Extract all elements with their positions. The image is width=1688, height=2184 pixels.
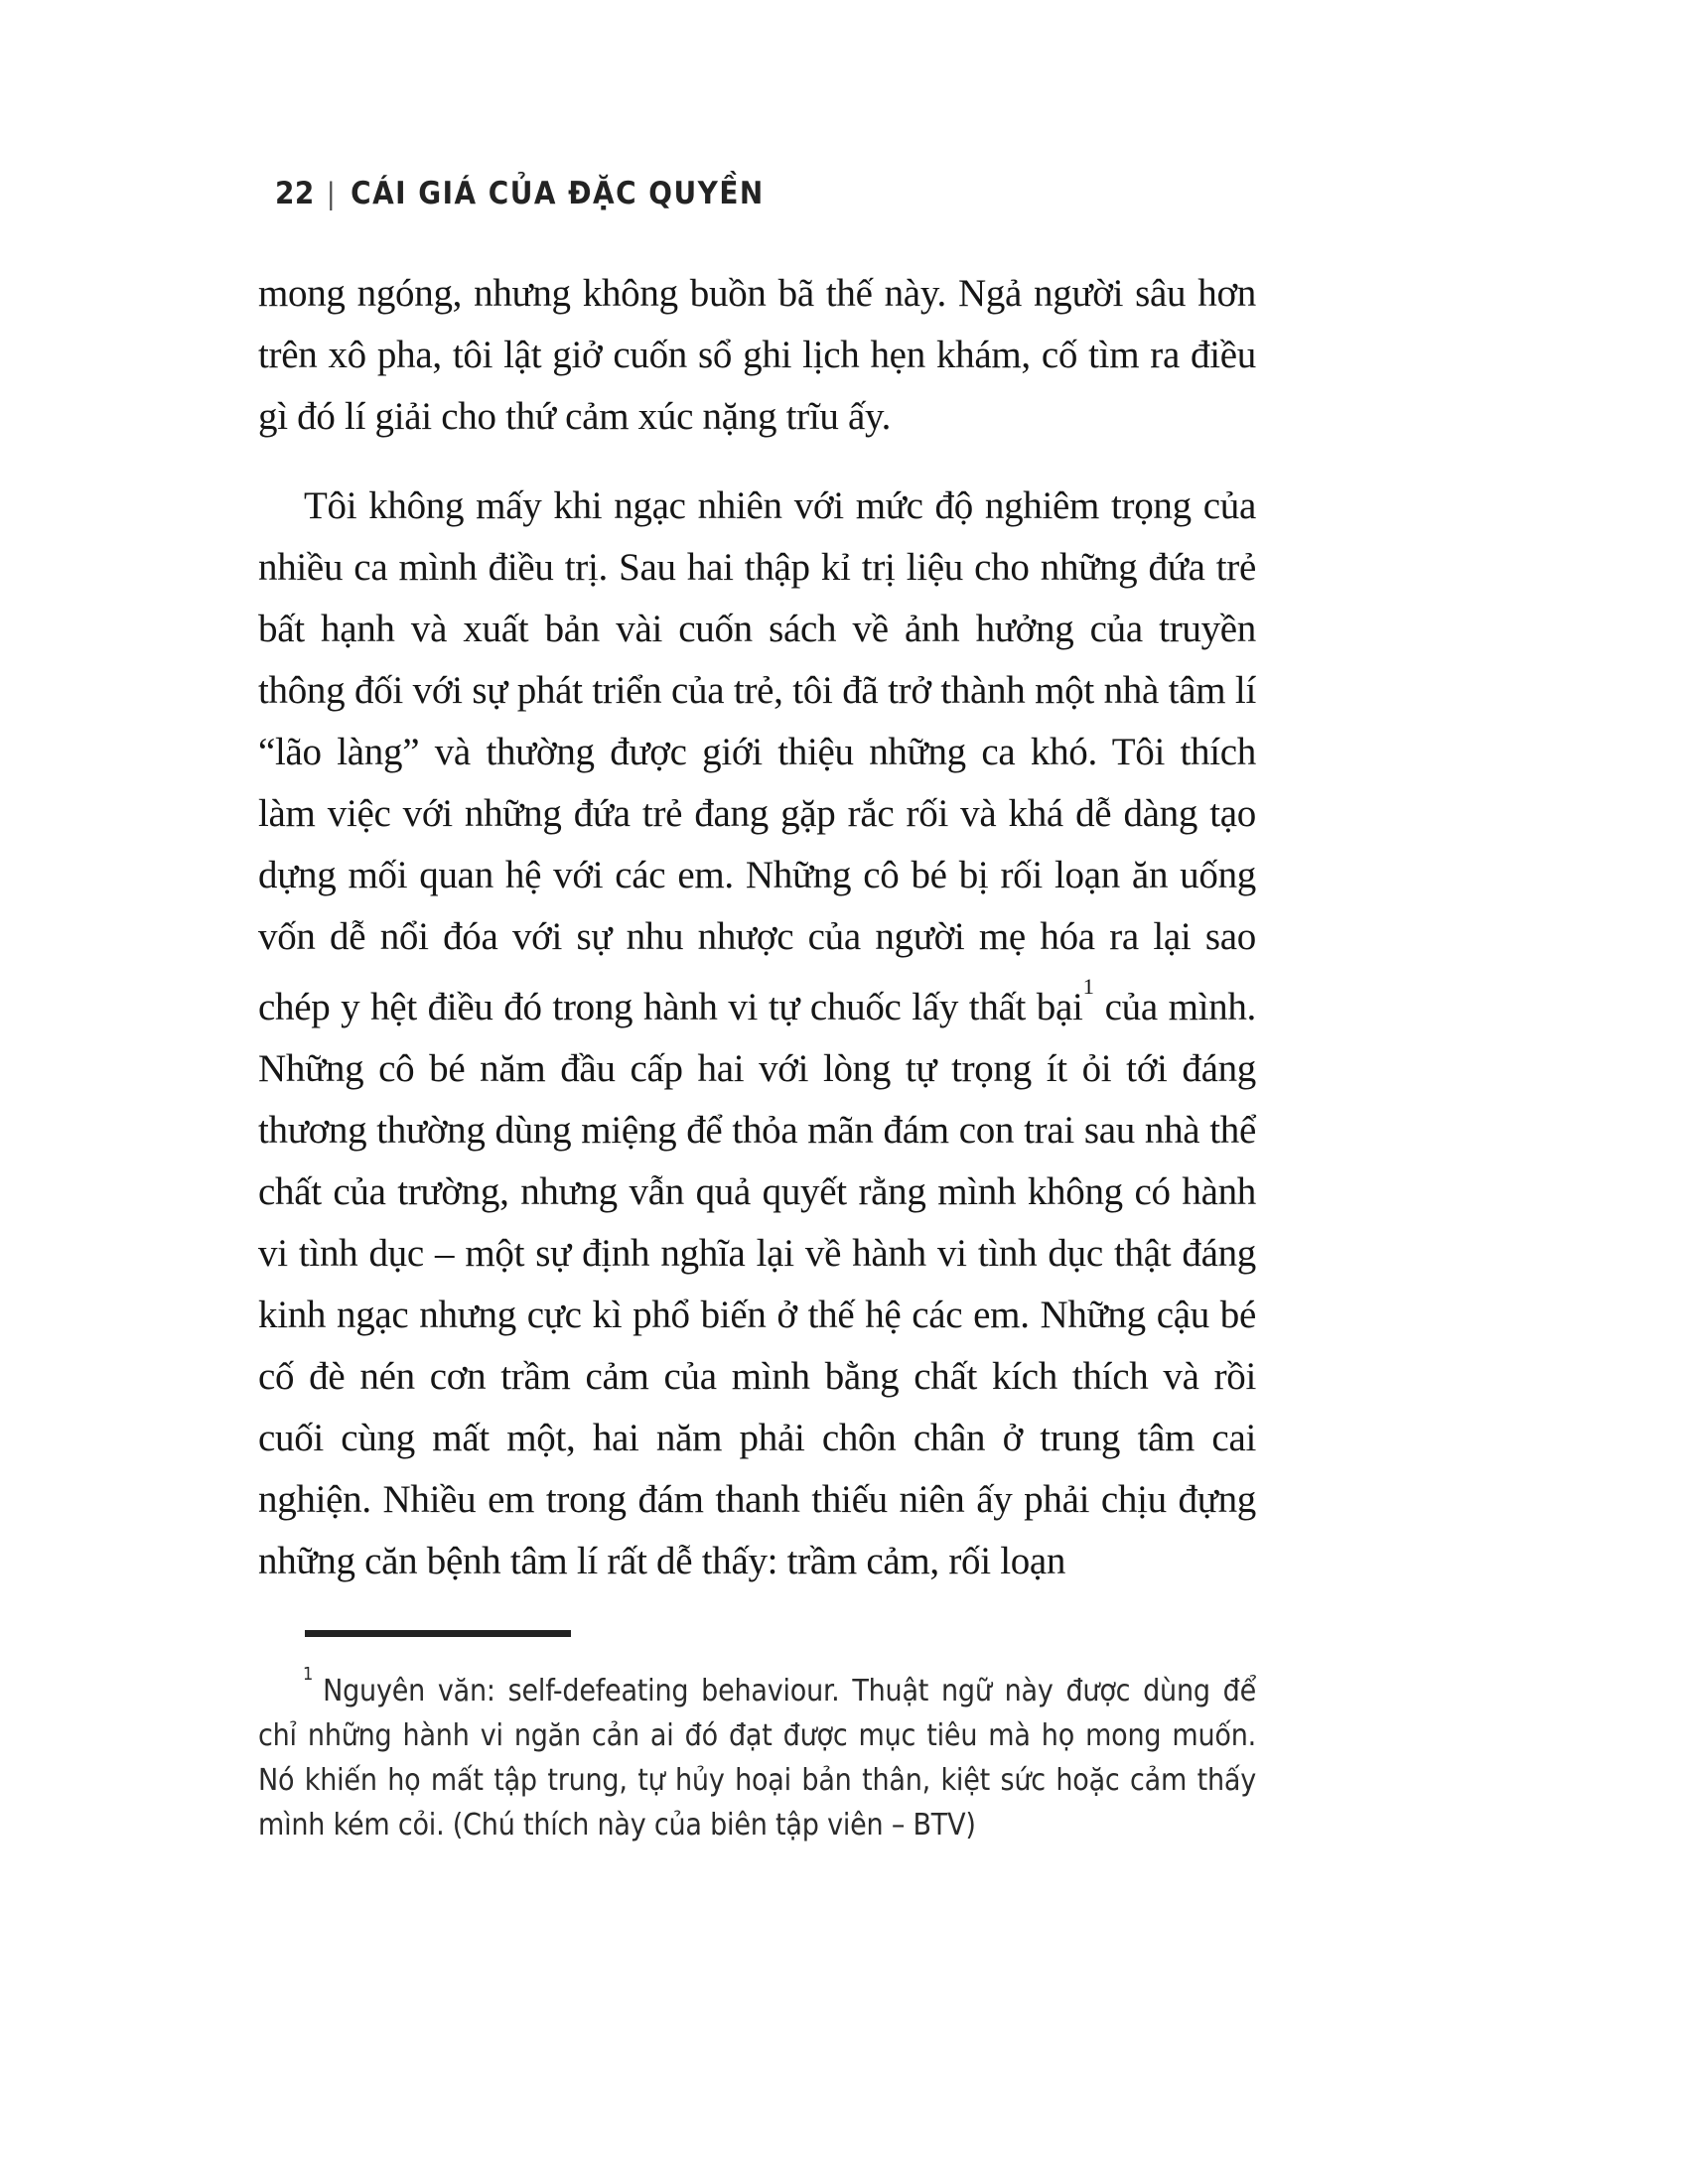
paragraph-continuation: mong ngóng, nhưng không buồn bã thế này. Ngả người sâu hơn trên xô pha, tôi lật giở cuốn sổ ghi lịch hẹn khám, cố tìm ra điều gì đó lí giải cho thứ cảm xúc nặng trĩu ấy.	[258, 272, 1256, 438]
chapter-title: CÁI GIÁ CỦA ĐẶC QUYỀN	[351, 176, 765, 211]
footnote-reference: 1	[1082, 973, 1094, 999]
page-number: 22	[275, 176, 315, 211]
running-header	[275, 176, 765, 211]
footnote	[258, 1662, 1256, 1847]
paragraph-text-post: của mình. Những cô bé năm đầu cấp hai với lòng tự trọng ít ỏi tới đáng thương thường dùng miệng để thỏa mãn đám con trai sau nhà thể chất của trường, nhưng vẫn quả quyết rằng mình không có hành vi tình dục – một sự định nghĩa lại về hành vi tình dục thật đáng kinh ngạc nhưng cực kì phổ biến ở thế hệ các em. Những cậu bé cố đè nén cơn trầm cảm của mình bằng chất kích thích và rồi cuối cùng mất một, hai năm phải chôn chân ở trung tâm cai nghiện. Nhiều em trong đám thanh thiếu niên ấy phải chịu đựng những căn bệnh tâm lí rất dễ thấy: trầm cảm, rối loạn	[258, 986, 1257, 1582]
page-content	[258, 263, 1256, 1847]
footnote-text: Nguyên văn: self-defeating behaviour. Thuật ngữ này được dùng để chỉ những hành vi ngăn cản ai đó đạt được mục tiêu mà họ mong muốn. Nó khiến họ mất tập trung, tự hủy hoại bản thân, kiệt sức hoặc cảm thấy mình kém cỏi. (Chú thích này của biên tập viên – BTV)	[258, 1674, 1256, 1843]
header-separator: |	[326, 177, 338, 210]
footnote-marker: 1	[303, 1664, 314, 1686]
paragraph-main	[258, 476, 1256, 1592]
paragraph-text-pre: Tôi không mấy khi ngạc nhiên với mức độ nghiêm trọng của nhiều ca mình điều trị. Sau hai thập kỉ trị liệu cho những đứa trẻ bất hạnh và xuất bản vài cuốn sách về ảnh hưởng của truyền thông đối với sự phát triển của trẻ, tôi đã trở thành một nhà tâm lí “lão làng” và thường được giới thiệu những ca khó. Tôi thích làm việc với những đứa trẻ đang gặp rắc rối và khá dễ dàng tạo dựng mối quan hệ với các em. Những cô bé bị rối loạn ăn uống vốn dễ nổi đóa với sự nhu nhược của người mẹ hóa ra lại sao chép y hệt điều đó trong hành vi tự chuốc lấy thất bại	[258, 484, 1256, 1028]
footnote-area	[258, 1630, 1256, 1847]
footnote-divider	[305, 1630, 571, 1637]
